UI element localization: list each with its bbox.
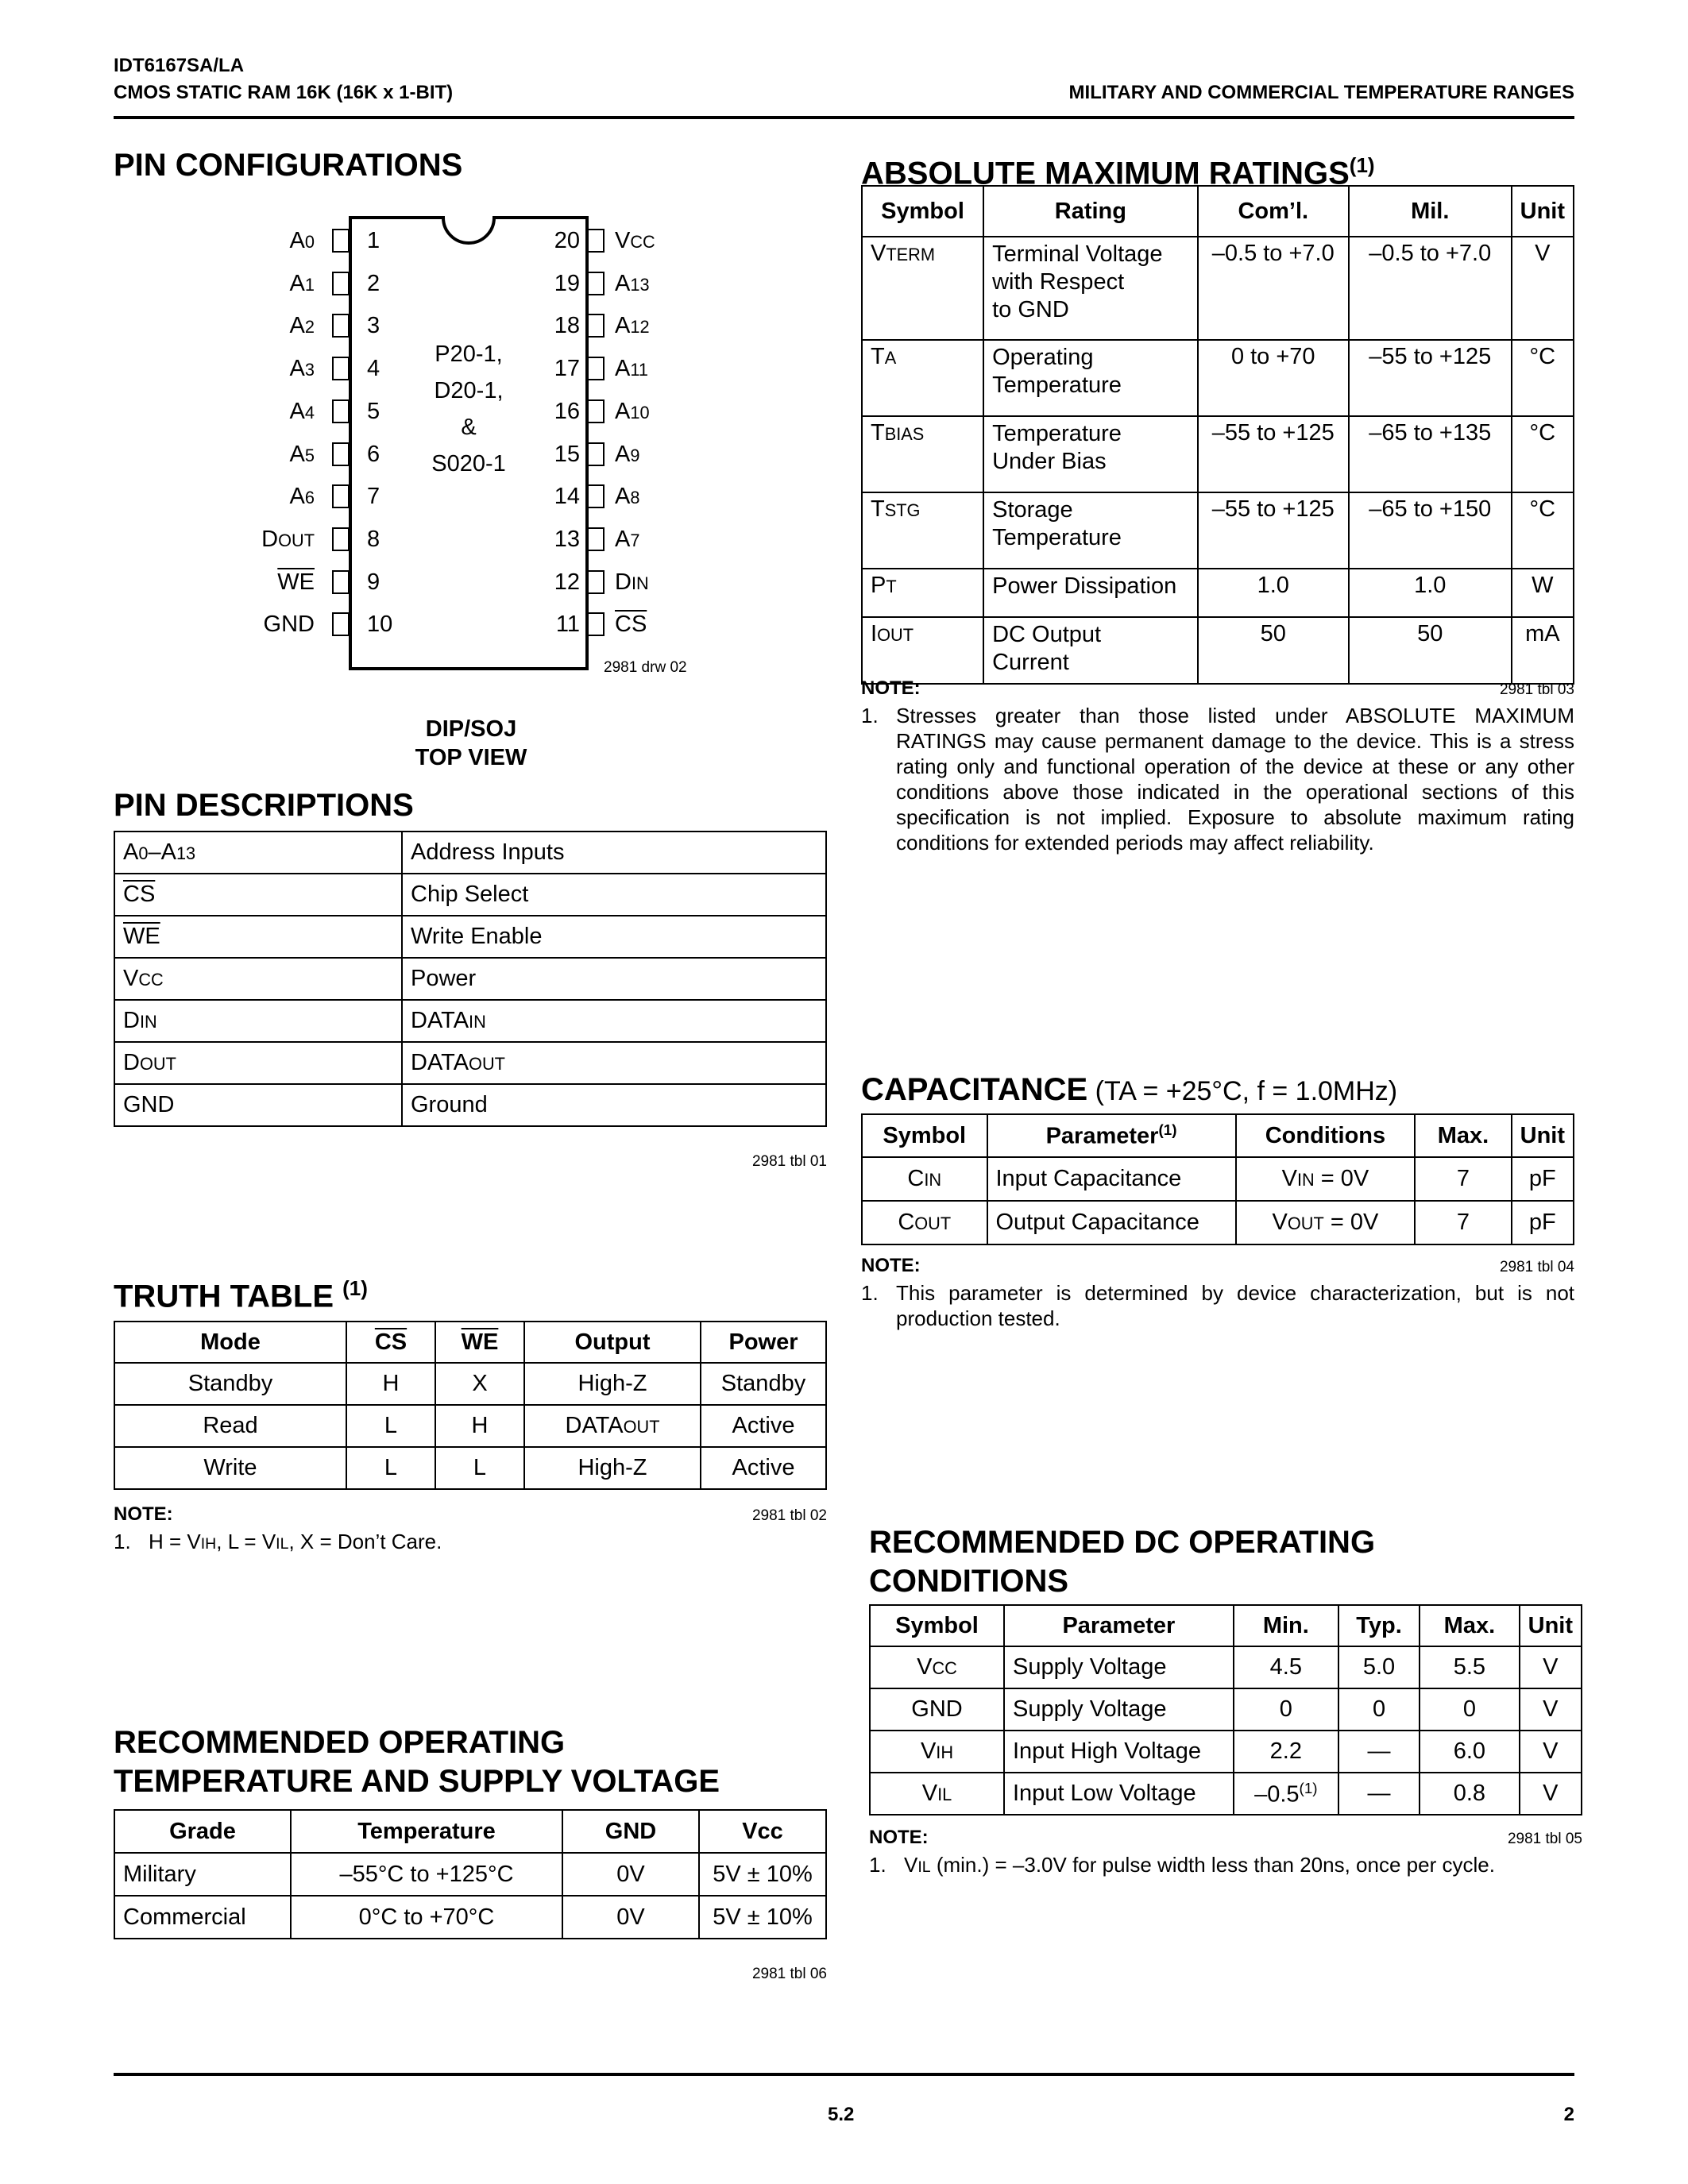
pin-label-1: A0 bbox=[289, 228, 315, 253]
table-cell: –0.5 to +7.0 bbox=[1198, 237, 1349, 340]
table-cell: °C bbox=[1512, 492, 1574, 569]
pin-number: 19 bbox=[554, 270, 580, 296]
table-row bbox=[862, 569, 1574, 617]
table-cell: Operating Temperature bbox=[983, 340, 1198, 416]
table-row bbox=[114, 1447, 826, 1489]
pin-lead bbox=[332, 442, 350, 466]
table-cell: 0V bbox=[562, 1896, 699, 1939]
table-ref: 2981 tbl 02 bbox=[751, 1507, 827, 1524]
table-cell: V bbox=[1520, 1773, 1582, 1815]
pin-number: 18 bbox=[554, 313, 580, 339]
table-cell: 0 bbox=[1420, 1688, 1519, 1731]
pin-label-8: DOUT bbox=[261, 526, 315, 552]
table-cell: 0°C to +70°C bbox=[291, 1896, 562, 1939]
note-number: 1. bbox=[861, 704, 879, 727]
table-row bbox=[862, 492, 1574, 569]
pin-number: 4 bbox=[367, 356, 380, 382]
pin-number: 8 bbox=[367, 526, 380, 552]
table-row bbox=[862, 1114, 1574, 1157]
table-cell: L bbox=[346, 1447, 435, 1489]
truth-note bbox=[114, 1529, 827, 1557]
table-row bbox=[862, 237, 1574, 340]
pin-number: 20 bbox=[554, 228, 580, 253]
column-header: Grade bbox=[114, 1810, 291, 1853]
pin-lead bbox=[587, 484, 605, 508]
pin-lead bbox=[332, 570, 350, 594]
abs-note bbox=[861, 703, 1574, 862]
table-cell: 5.0 bbox=[1338, 1646, 1420, 1688]
table-cell: DC Output Current bbox=[983, 617, 1198, 684]
pin-number: 14 bbox=[554, 484, 580, 510]
pin-lead bbox=[587, 527, 605, 551]
table-ref: 2981 tbl 05 bbox=[1507, 1831, 1582, 1847]
note-text: Stresses greater than those listed under ABSOLUTE MAXIMUM RATINGS may cause permanent damage to the device. This is a stress rating only and functional operation of the device at these or any other conditions above those indicated in the operational sections of this specification is not implied. Exposure to absolute maximum rating conditions for extended periods may affect reliability. bbox=[896, 704, 1574, 855]
table-cell: Address Inputs bbox=[402, 832, 826, 874]
view-line: DIP/SOJ bbox=[425, 716, 517, 742]
table-cell: H bbox=[435, 1405, 524, 1447]
table-row bbox=[114, 916, 826, 958]
package-line: D20-1, bbox=[434, 378, 504, 403]
table-cell: –55 to +125 bbox=[1349, 340, 1512, 416]
table-cell: TSTG bbox=[862, 492, 983, 569]
pin-lead bbox=[332, 272, 350, 295]
table-row bbox=[114, 1405, 826, 1447]
table-cell: L bbox=[435, 1447, 524, 1489]
column-header: Typ. bbox=[1338, 1605, 1420, 1646]
pin-lead bbox=[332, 357, 350, 380]
column-header: Unit bbox=[1520, 1605, 1582, 1646]
pin-lead bbox=[332, 399, 350, 423]
table-cell: Power bbox=[402, 958, 826, 1000]
pin-label-6: A5 bbox=[289, 441, 315, 467]
pin-lead bbox=[587, 612, 605, 636]
column-header: Unit bbox=[1512, 186, 1574, 237]
table-cell: pF bbox=[1512, 1157, 1574, 1201]
table-cell: Active bbox=[701, 1405, 826, 1447]
table-cell: 0 bbox=[1338, 1688, 1420, 1731]
table-cell: — bbox=[1338, 1731, 1420, 1773]
column-header: GND bbox=[562, 1810, 699, 1853]
table-cell: °C bbox=[1512, 416, 1574, 492]
table-row bbox=[114, 1322, 826, 1363]
pin-lead bbox=[332, 484, 350, 508]
table-cell: $\overline{WE}$ bbox=[114, 916, 402, 958]
table-cell: Input Capacitance bbox=[987, 1157, 1236, 1201]
pin-number: 1 bbox=[367, 228, 380, 253]
pin-number: 9 bbox=[367, 569, 380, 595]
abs-max-title-sup: (1) bbox=[1349, 153, 1375, 177]
table-cell: 0V bbox=[562, 1853, 699, 1896]
pin-lead bbox=[587, 314, 605, 338]
column-header: Conditions bbox=[1236, 1114, 1416, 1157]
package-line: P20-1, bbox=[435, 341, 503, 367]
table-cell: VCC bbox=[870, 1646, 1004, 1688]
column-header: Mode bbox=[114, 1322, 346, 1363]
pin-lead bbox=[332, 612, 350, 636]
capacitance-table bbox=[861, 1113, 1574, 1245]
table-cell: — bbox=[1338, 1773, 1420, 1815]
column-header: Vcc bbox=[699, 1810, 826, 1853]
column-header: Temperature bbox=[291, 1810, 562, 1853]
table-cell: High-Z bbox=[524, 1447, 701, 1489]
table-cell: TA bbox=[862, 340, 983, 416]
pin-number: 5 bbox=[367, 398, 380, 424]
pin-lead bbox=[332, 314, 350, 338]
table-cell: Output Capacitance bbox=[987, 1201, 1236, 1244]
table-cell: V bbox=[1520, 1646, 1582, 1688]
column-header: Unit bbox=[1512, 1114, 1574, 1157]
table-cell: 7 bbox=[1415, 1201, 1511, 1244]
pin-label-12: DIN bbox=[615, 569, 649, 595]
table-cell: °C bbox=[1512, 340, 1574, 416]
table-row bbox=[862, 186, 1574, 237]
table-cell: COUT bbox=[862, 1201, 987, 1244]
dc-note-label: NOTE: bbox=[869, 1827, 929, 1848]
truth-table-title bbox=[114, 1269, 368, 1315]
truth-note-label: NOTE: bbox=[114, 1503, 173, 1525]
table-cell: L bbox=[346, 1405, 435, 1447]
table-cell: DOUT bbox=[114, 1042, 402, 1084]
cap-title-text: CAPACITANCE bbox=[861, 1072, 1088, 1107]
pin-lead bbox=[587, 399, 605, 423]
table-cell: VIL bbox=[870, 1773, 1004, 1815]
pin-label-3: A2 bbox=[289, 313, 315, 339]
truth-title-text: TRUTH TABLE bbox=[114, 1279, 343, 1314]
table-cell: V bbox=[1512, 237, 1574, 340]
pin-label-7: A6 bbox=[289, 484, 315, 510]
table-cell: –0.5 to +7.0 bbox=[1349, 237, 1512, 340]
table-cell: V bbox=[1520, 1731, 1582, 1773]
table-cell: Input High Voltage bbox=[1004, 1731, 1234, 1773]
abs-max-title-text: ABSOLUTE MAXIMUM RATINGS bbox=[861, 156, 1350, 191]
table-cell: GND bbox=[870, 1688, 1004, 1731]
table-cell: W bbox=[1512, 569, 1574, 617]
table-cell: V bbox=[1520, 1688, 1582, 1731]
package-view-label bbox=[352, 715, 590, 772]
capacitance-title bbox=[861, 1071, 1397, 1109]
table-cell: Power Dissipation bbox=[983, 569, 1198, 617]
pin-lead bbox=[587, 442, 605, 466]
table-cell: Active bbox=[701, 1447, 826, 1489]
column-header: Min. bbox=[1234, 1605, 1338, 1646]
table-cell: 0.8 bbox=[1420, 1773, 1519, 1815]
table-ref: 2981 tbl 01 bbox=[751, 1153, 827, 1170]
table-cell: Write Enable bbox=[402, 916, 826, 958]
cap-note bbox=[861, 1280, 1574, 1336]
pin-label-15: A9 bbox=[615, 441, 640, 467]
table-cell: Supply Voltage bbox=[1004, 1646, 1234, 1688]
column-header: Max. bbox=[1415, 1114, 1511, 1157]
table-cell: X bbox=[435, 1363, 524, 1405]
table-cell: 1.0 bbox=[1349, 569, 1512, 617]
table-row bbox=[114, 1363, 826, 1405]
note-text: VIL (min.) = –3.0V for pulse width less than 20ns, once per cycle. bbox=[904, 1853, 1495, 1877]
table-cell: –55°C to +125°C bbox=[291, 1853, 562, 1896]
column-header: $\overline{CS}$ bbox=[346, 1322, 435, 1363]
pin-number: 16 bbox=[554, 398, 580, 424]
pin-desc-table bbox=[114, 831, 827, 1127]
pin-number: 17 bbox=[554, 356, 580, 382]
column-header: Symbol bbox=[862, 1114, 987, 1157]
pin-label-16: A10 bbox=[615, 398, 650, 424]
pin-label-10: GND bbox=[263, 612, 315, 638]
table-cell: VCC bbox=[114, 958, 402, 1000]
table-cell: DATAOUT bbox=[402, 1042, 826, 1084]
table-cell: DATAIN bbox=[402, 1000, 826, 1042]
table-row bbox=[870, 1731, 1582, 1773]
table-ref: 2981 tbl 06 bbox=[751, 1966, 827, 1982]
table-cell: 7 bbox=[1415, 1157, 1511, 1201]
table-cell: TBIAS bbox=[862, 416, 983, 492]
column-header: Parameter bbox=[1004, 1605, 1234, 1646]
column-header: Output bbox=[524, 1322, 701, 1363]
part-description: CMOS STATIC RAM 16K (16K x 1-BIT) bbox=[114, 82, 454, 103]
table-cell: IOUT bbox=[862, 617, 983, 684]
rec-dc-table bbox=[869, 1604, 1582, 1815]
column-header: $\overline{WE}$ bbox=[435, 1322, 524, 1363]
column-header: Parameter$^{(1)}$ bbox=[987, 1114, 1236, 1157]
dc-note bbox=[869, 1852, 1582, 1881]
table-cell: 0 bbox=[1234, 1688, 1338, 1731]
pin-label-20: VCC bbox=[615, 228, 655, 253]
table-cell: DATAOUT bbox=[524, 1405, 701, 1447]
pin-number: 11 bbox=[555, 612, 580, 638]
table-row bbox=[862, 340, 1574, 416]
pin-lead bbox=[332, 229, 350, 253]
table-cell: 6.0 bbox=[1420, 1731, 1519, 1773]
table-cell: H bbox=[346, 1363, 435, 1405]
table-cell: DIN bbox=[114, 1000, 402, 1042]
table-row bbox=[862, 416, 1574, 492]
cap-title-conditions: (TA = +25°C, f = 1.0MHz) bbox=[1087, 1076, 1398, 1106]
truth-table bbox=[114, 1321, 827, 1490]
table-cell: 0 to +70 bbox=[1198, 340, 1349, 416]
table-cell: 5.5 bbox=[1420, 1646, 1519, 1688]
table-cell: –65 to +150 bbox=[1349, 492, 1512, 569]
cap-note-label: NOTE: bbox=[861, 1255, 921, 1276]
table-cell: 5V ± 10% bbox=[699, 1853, 826, 1896]
pin-label-4: A3 bbox=[289, 356, 315, 382]
pin-lead bbox=[587, 229, 605, 253]
table-cell: CIN bbox=[862, 1157, 987, 1201]
note-text: This parameter is determined by device characterization, but is not production tested. bbox=[896, 1281, 1574, 1330]
table-row bbox=[114, 1853, 826, 1896]
pin-label-11: $\overline{CS}$ bbox=[615, 612, 647, 638]
note-number: 1. bbox=[861, 1281, 879, 1305]
rec-temp-title-1: RECOMMENDED OPERATING bbox=[114, 1725, 566, 1760]
rec-dc-title-1: RECOMMENDED DC OPERATING bbox=[869, 1525, 1376, 1560]
table-ref: 2981 tbl 03 bbox=[1499, 681, 1574, 698]
table-cell: mA bbox=[1512, 617, 1574, 684]
pin-number: 15 bbox=[554, 441, 580, 467]
table-cell: PT bbox=[862, 569, 983, 617]
rec-dc-title-2: CONDITIONS bbox=[869, 1564, 1069, 1599]
table-cell: 1.0 bbox=[1198, 569, 1349, 617]
table-cell: Storage Temperature bbox=[983, 492, 1198, 569]
note-number: 1. bbox=[114, 1530, 131, 1553]
pin-lead bbox=[587, 357, 605, 380]
pin-lead bbox=[587, 570, 605, 594]
table-cell: Ground bbox=[402, 1084, 826, 1126]
pin-label-13: A7 bbox=[615, 526, 640, 552]
header-rule bbox=[114, 116, 1574, 119]
table-row bbox=[114, 1896, 826, 1939]
table-cell: Chip Select bbox=[402, 874, 826, 916]
column-header: Mil. bbox=[1349, 186, 1512, 237]
table-cell: VIN = 0V bbox=[1236, 1157, 1416, 1201]
truth-title-sup: (1) bbox=[342, 1276, 368, 1300]
rec-temp-title-2: TEMPERATURE AND SUPPLY VOLTAGE bbox=[114, 1764, 720, 1799]
table-cell: VIH bbox=[870, 1731, 1004, 1773]
pin-label-19: A13 bbox=[615, 270, 650, 296]
pin-label-14: A8 bbox=[615, 484, 640, 510]
table-cell: 50 bbox=[1349, 617, 1512, 684]
table-cell: –55 to +125 bbox=[1198, 492, 1349, 569]
section-number: 5.2 bbox=[828, 2104, 855, 2125]
table-cell: Temperature Under Bias bbox=[983, 416, 1198, 492]
pin-config-title: PIN CONFIGURATIONS bbox=[114, 148, 463, 183]
footer-rule bbox=[114, 2073, 1574, 2076]
table-row bbox=[862, 1157, 1574, 1201]
table-cell: 50 bbox=[1198, 617, 1349, 684]
pin-lead bbox=[587, 272, 605, 295]
table-row bbox=[114, 1084, 826, 1126]
pin-number: 13 bbox=[554, 526, 580, 552]
view-line: TOP VIEW bbox=[415, 745, 527, 770]
table-row bbox=[114, 874, 826, 916]
table-cell: Input Low Voltage bbox=[1004, 1773, 1234, 1815]
table-cell: 4.5 bbox=[1234, 1646, 1338, 1688]
package-line: & bbox=[461, 415, 477, 440]
table-row bbox=[114, 958, 826, 1000]
column-header: Max. bbox=[1420, 1605, 1519, 1646]
column-header: Symbol bbox=[870, 1605, 1004, 1646]
pin-number: 6 bbox=[367, 441, 380, 467]
table-cell: GND bbox=[114, 1084, 402, 1126]
table-cell: Commercial bbox=[114, 1896, 291, 1939]
table-cell: Standby bbox=[114, 1363, 346, 1405]
table-cell: Military bbox=[114, 1853, 291, 1896]
table-cell: –0.5$^{(1)}$ bbox=[1234, 1773, 1338, 1815]
table-cell: VTERM bbox=[862, 237, 983, 340]
table-row bbox=[870, 1688, 1582, 1731]
table-cell: Standby bbox=[701, 1363, 826, 1405]
table-cell: Terminal Voltage with Respect to GND bbox=[983, 237, 1198, 340]
package-line: S020-1 bbox=[431, 451, 506, 477]
table-row bbox=[862, 1201, 1574, 1244]
table-cell: pF bbox=[1512, 1201, 1574, 1244]
pin-number: 2 bbox=[367, 270, 380, 296]
table-cell: Read bbox=[114, 1405, 346, 1447]
table-row bbox=[870, 1605, 1582, 1646]
table-cell: A0–A13 bbox=[114, 832, 402, 874]
table-cell: –65 to +135 bbox=[1349, 416, 1512, 492]
pin-label-17: A11 bbox=[615, 356, 648, 382]
pin-label-9: $\overline{WE}$ bbox=[277, 569, 315, 595]
temperature-range: MILITARY AND COMMERCIAL TEMPERATURE RANGES bbox=[1068, 82, 1574, 103]
table-cell: 2.2 bbox=[1234, 1731, 1338, 1773]
column-header: Com’l. bbox=[1198, 186, 1349, 237]
table-cell: –55 to +125 bbox=[1198, 416, 1349, 492]
pin-desc-title: PIN DESCRIPTIONS bbox=[114, 788, 414, 823]
pin-number: 10 bbox=[367, 612, 393, 638]
table-row bbox=[870, 1646, 1582, 1688]
table-row bbox=[114, 1042, 826, 1084]
drawing-ref: 2981 drw 02 bbox=[604, 659, 687, 676]
rec-temp-table bbox=[114, 1809, 827, 1939]
pin-label-5: A4 bbox=[289, 398, 315, 424]
page-number: 2 bbox=[1563, 2104, 1574, 2125]
table-cell: High-Z bbox=[524, 1363, 701, 1405]
pin-number: 3 bbox=[367, 313, 380, 339]
column-header: Rating bbox=[983, 186, 1198, 237]
table-cell: 5V ± 10% bbox=[699, 1896, 826, 1939]
table-row bbox=[114, 1000, 826, 1042]
table-row bbox=[114, 1810, 826, 1853]
table-row bbox=[114, 832, 826, 874]
column-header: Symbol bbox=[862, 186, 983, 237]
pin-number: 7 bbox=[367, 484, 380, 510]
abs-max-table bbox=[861, 185, 1574, 685]
pin-number: 12 bbox=[554, 569, 580, 595]
part-number: IDT6167SA/LA bbox=[114, 55, 245, 76]
pin-label-18: A12 bbox=[615, 313, 650, 339]
table-row bbox=[870, 1773, 1582, 1815]
note-text: H = VIH, L = VIL, X = Don’t Care. bbox=[149, 1530, 442, 1553]
note-number: 1. bbox=[869, 1853, 886, 1877]
pin-label-2: A1 bbox=[289, 270, 315, 296]
table-ref: 2981 tbl 04 bbox=[1499, 1259, 1574, 1275]
table-cell: Write bbox=[114, 1447, 346, 1489]
table-cell: VOUT = 0V bbox=[1236, 1201, 1416, 1244]
table-row bbox=[862, 617, 1574, 684]
column-header: Power bbox=[701, 1322, 826, 1363]
pin-lead bbox=[332, 527, 350, 551]
table-cell: $\overline{CS}$ bbox=[114, 874, 402, 916]
abs-note-label: NOTE: bbox=[861, 677, 921, 699]
table-cell: Supply Voltage bbox=[1004, 1688, 1234, 1731]
